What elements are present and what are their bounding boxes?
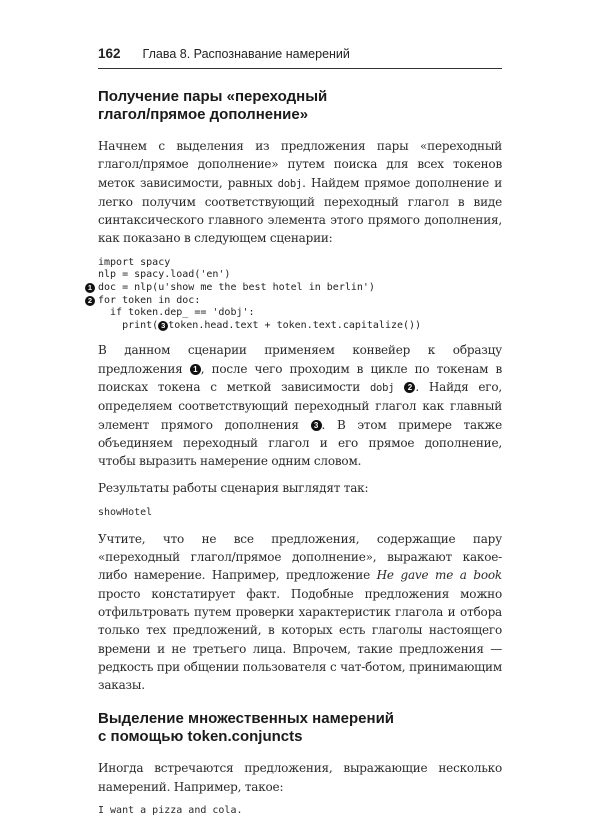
- page-number: 162: [98, 46, 121, 61]
- chapter-title: Глава 8. Распознавание намерений: [142, 47, 350, 61]
- code-line: print( 3 token.head.text + token.text.capitalize()): [98, 319, 422, 331]
- paragraph-note: Учтите, что не все предложения, содержащие пару «переходный глагол/прямое дополнение», выражают какое-либо намерение. Например, предложение He gave me a book просто констатирует факт. Подобные предложения можно отфильтровать путем проверки характеристик глагола и отбора только тех предложений, в которых есть глаголы настоящего времени и не третьего лица. Впрочем, такие предложения — редкость при общении пользователя с чат-ботом, принимающим заказы.: [98, 531, 502, 693]
- paragraph-multiple-intents: Иногда встречаются предложения, выражающие несколько намерений. Например, такое:: [98, 761, 502, 794]
- output-block: showHotel: [98, 506, 153, 518]
- paragraph-intro: Начнем с выделения из предложения пары «переходный глагол/прямое дополнение» путем поиска для всех токенов меток зависимости, равных dobj. Найдем прямое дополнение и легко получим соответствующий переходный глагол в виде синтаксического главного элемента этого прямого дополнения, как показано в следующем сценарии:: [98, 139, 502, 246]
- callout-marker-2: 2: [85, 296, 95, 306]
- code-line: 1 doc = nlp(u'show me the best hotel in berlin'): [98, 282, 502, 295]
- italic-example: He gave me a book: [376, 568, 502, 583]
- code-line: import spacy: [98, 256, 171, 268]
- callout-marker-3: 3: [311, 420, 322, 431]
- callout-marker-2: 2: [404, 382, 415, 393]
- inline-code-dobj: dobj: [369, 381, 395, 394]
- callout-marker-1: 1: [85, 283, 95, 293]
- code-block: [87, 256, 502, 333]
- callout-marker-3: 3: [158, 321, 168, 331]
- section-heading-conjuncts: Выделение множественных намерений с помощью token.conjuncts: [98, 710, 395, 746]
- section-heading-verb-object: Получение пары «переходный глагол/прямое дополнение»: [98, 88, 328, 123]
- paragraph-results-intro: Результаты работы сценария выглядят так:: [98, 481, 369, 496]
- output-block-example: I want a pizza and cola.: [98, 804, 243, 816]
- code-line: 2 for token in doc:: [98, 295, 502, 308]
- page-content: [87, 88, 502, 828]
- paragraph-explanation: В данном сценарии применяем конвейер к образцу предложения 1 , после чего проходим в цикле по токенам в поисках токена с меткой зависимости dobj 2 . Найдя его, определяем соответствующий переходный глагол как главный элемент прямого дополнения 3 . В этом примере также объединяем переходный глагол и его прямое дополнение, чтобы выразить намерение одним словом.: [98, 343, 502, 469]
- callout-marker-1: 1: [190, 364, 201, 375]
- page-header: [98, 46, 502, 69]
- code-line: nlp = spacy.load('en'): [98, 269, 231, 281]
- inline-code-dobj: dobj: [277, 177, 303, 190]
- code-line: if token.dep_ == 'dobj':: [98, 307, 255, 319]
